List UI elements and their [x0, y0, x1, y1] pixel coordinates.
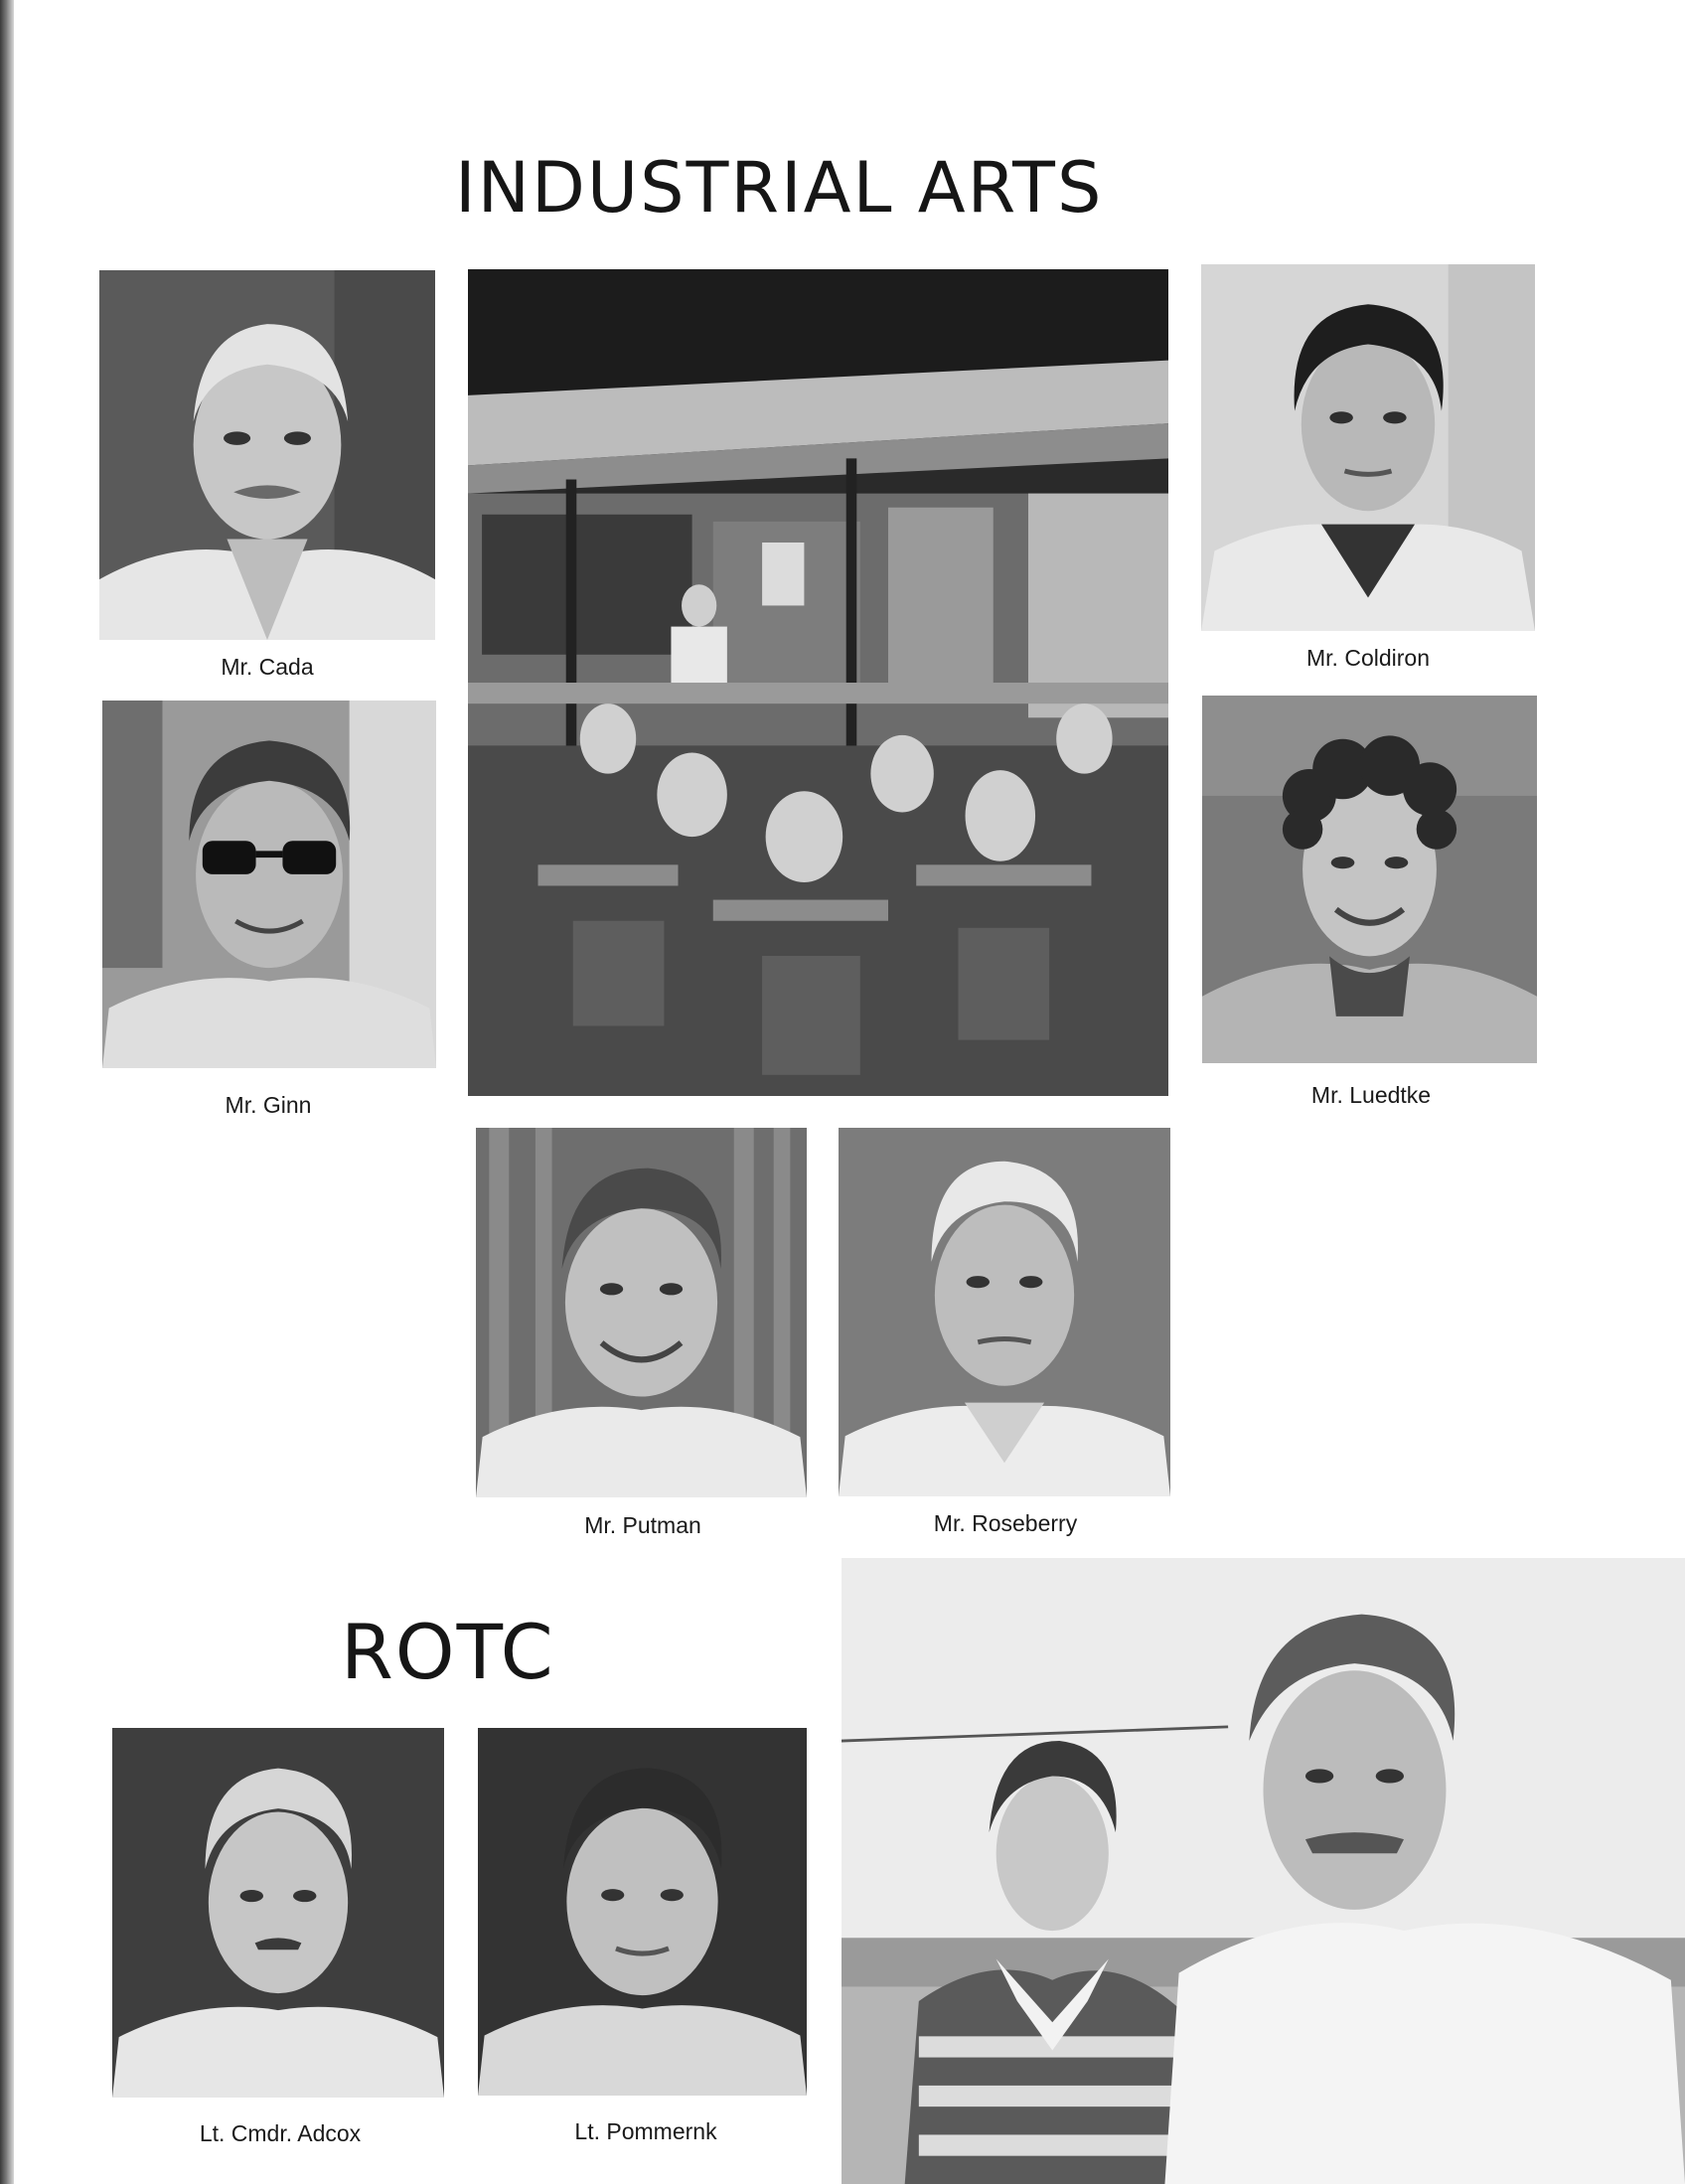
caption-coldiron: Mr. Coldiron: [1306, 645, 1430, 671]
portrait-photo-pommernk: [478, 1728, 807, 2096]
portrait-photo-luedtke: [1202, 696, 1537, 1063]
caption-putman: Mr. Putman: [584, 1512, 701, 1538]
portrait-photo-ginn: [102, 701, 436, 1068]
industrial-arts-heading: INDUSTRIAL ARTS: [455, 147, 1104, 229]
caption-ginn: Mr. Ginn: [225, 1092, 312, 1118]
caption-roseberry: Mr. Roseberry: [933, 1510, 1078, 1536]
caption-luedtke: Mr. Luedtke: [1310, 1082, 1432, 1108]
caption-pommernk: Lt. Pommernk: [574, 2118, 717, 2144]
rotc-heading: ROTC: [341, 1608, 555, 1696]
classroom-photo: [468, 269, 1168, 1096]
scan-edge-shadow: [0, 0, 14, 2184]
portrait-photo-adcox: [112, 1728, 444, 2098]
portrait-photo-coldiron: [1201, 264, 1535, 631]
portrait-photo-cada: [99, 270, 435, 640]
portrait-photo-roseberry: [839, 1128, 1170, 1496]
portrait-photo-putman: [476, 1128, 807, 1497]
caption-adcox: Lt. Cmdr. Adcox: [199, 2120, 362, 2146]
group-photo: [842, 1558, 1685, 2184]
caption-cada: Mr. Cada: [221, 654, 314, 680]
